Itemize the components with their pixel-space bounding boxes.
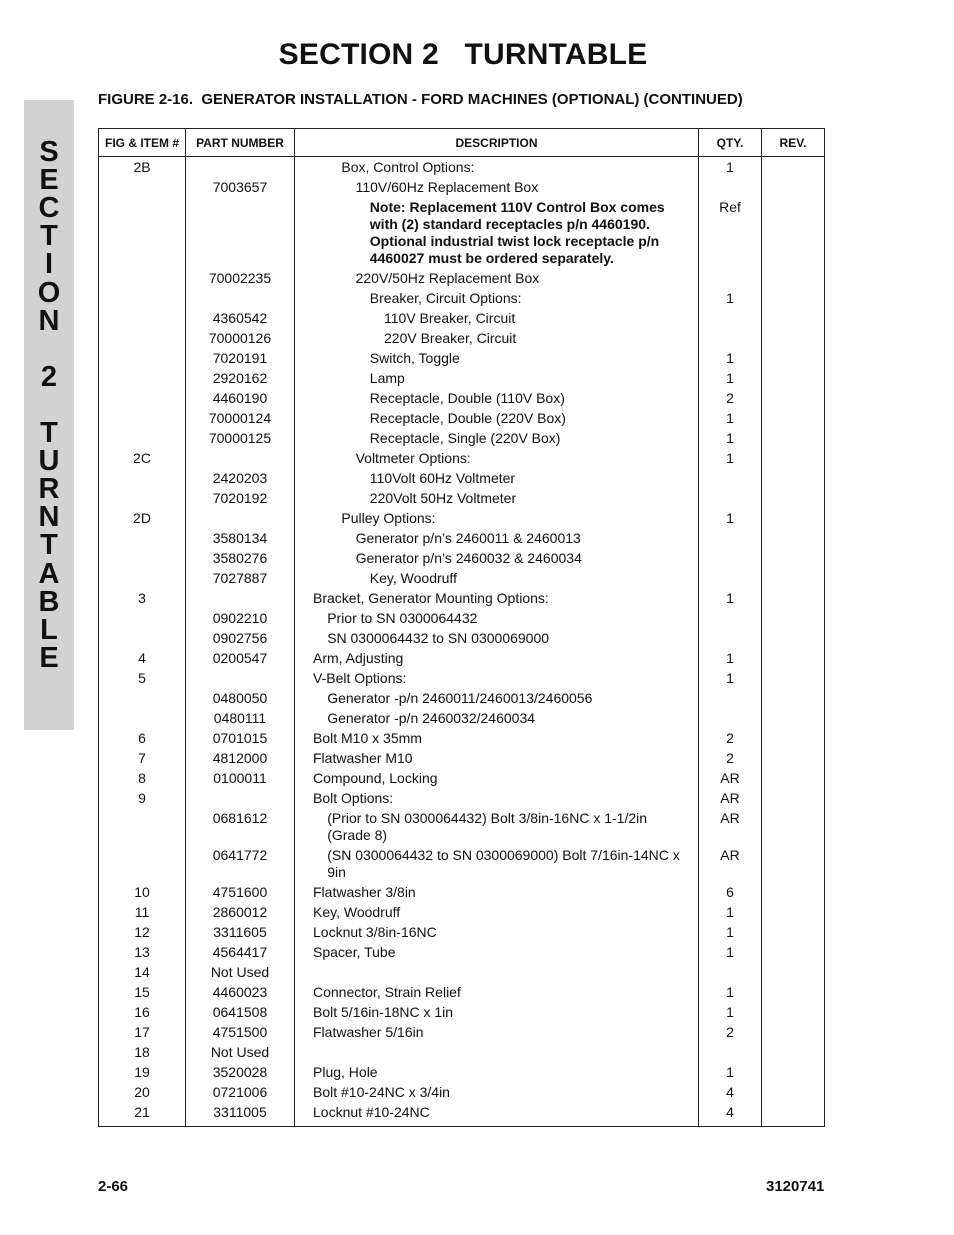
description-cell: Key, Woodruff (295, 569, 699, 589)
part-number-cell: 4751500 (186, 1023, 295, 1043)
part-number-cell (186, 789, 295, 809)
fig-item-cell (99, 369, 186, 389)
qty-cell: 1 (699, 669, 762, 689)
rev-cell (762, 963, 825, 983)
fig-item-cell: 19 (99, 1063, 186, 1083)
description-cell: 110Volt 60Hz Voltmeter (295, 469, 699, 489)
part-number-cell: 0701015 (186, 729, 295, 749)
qty-cell: 2 (699, 389, 762, 409)
table-row (99, 509, 825, 529)
description-cell: 110V/60Hz Replacement Box (295, 178, 699, 198)
qty-cell (699, 569, 762, 589)
side-tab-letter: O (37, 276, 61, 309)
table-row (99, 389, 825, 409)
part-number-cell: 4564417 (186, 943, 295, 963)
fig-item-cell (99, 549, 186, 569)
qty-cell: 1 (699, 449, 762, 469)
rev-cell (762, 529, 825, 549)
fig-item-cell: 9 (99, 789, 186, 809)
rev-cell (762, 489, 825, 509)
table-row (99, 729, 825, 749)
part-number-cell: 2860012 (186, 903, 295, 923)
part-number-cell (186, 509, 295, 529)
part-number-cell: 3580276 (186, 549, 295, 569)
part-number-cell: 70000126 (186, 329, 295, 349)
part-number-cell: 3311605 (186, 923, 295, 943)
part-number-cell: 0721006 (186, 1083, 295, 1103)
fig-item-cell (99, 809, 186, 846)
rev-cell (762, 178, 825, 198)
table-row (99, 369, 825, 389)
fig-item-cell: 13 (99, 943, 186, 963)
table-row (99, 409, 825, 429)
description-cell: (SN 0300064432 to SN 0300069000) Bolt 7/16in-14NC x 9in (295, 846, 699, 883)
rev-cell (762, 1083, 825, 1103)
fig-item-cell (99, 198, 186, 269)
side-tab-letter: E (39, 641, 59, 674)
description-cell: Switch, Toggle (295, 349, 699, 369)
description-cell: Bolt 5/16in-18NC x 1in (295, 1003, 699, 1023)
fig-item-cell: 2B (99, 157, 186, 179)
table-row (99, 923, 825, 943)
part-number-cell: 3311005 (186, 1103, 295, 1127)
qty-cell: 1 (699, 923, 762, 943)
fig-item-cell (99, 846, 186, 883)
rev-cell (762, 469, 825, 489)
rev-cell (762, 983, 825, 1003)
description-cell: Bracket, Generator Mounting Options: (295, 589, 699, 609)
rev-cell (762, 269, 825, 289)
table-row (99, 157, 825, 179)
qty-cell: AR (699, 809, 762, 846)
description-cell: Flatwasher 5/16in (295, 1023, 699, 1043)
description-cell: Locknut #10-24NC (295, 1103, 699, 1127)
description-cell: SN 0300064432 to SN 0300069000 (295, 629, 699, 649)
part-number-cell: 70000124 (186, 409, 295, 429)
description-cell: Voltmeter Options: (295, 449, 699, 469)
side-tab-letter: I (44, 248, 54, 281)
description-cell: Bolt #10-24NC x 3/4in (295, 1083, 699, 1103)
qty-cell: 1 (699, 943, 762, 963)
fig-item-cell: 8 (99, 769, 186, 789)
description-cell: Generator p/n’s 2460032 & 2460034 (295, 549, 699, 569)
fig-item-cell (99, 409, 186, 429)
table-row (99, 329, 825, 349)
fig-item-cell: 6 (99, 729, 186, 749)
rev-cell (762, 923, 825, 943)
qty-cell: 1 (699, 369, 762, 389)
description-cell: Plug, Hole (295, 1063, 699, 1083)
qty-cell: 1 (699, 983, 762, 1003)
qty-cell: 2 (699, 729, 762, 749)
description-cell: Bolt Options: (295, 789, 699, 809)
qty-cell (699, 963, 762, 983)
column-header-fig-item: FIG & ITEM # (99, 129, 186, 157)
side-tab-letter: E (39, 164, 59, 197)
table-row (99, 469, 825, 489)
description-cell: Bolt M10 x 35mm (295, 729, 699, 749)
part-number-cell: 3520028 (186, 1063, 295, 1083)
part-number-cell: 70000125 (186, 429, 295, 449)
fig-item-cell: 18 (99, 1043, 186, 1063)
rev-cell (762, 198, 825, 269)
description-cell: (Prior to SN 0300064432) Bolt 3/8in-16NC x 1-1/2in (Grade 8) (295, 809, 699, 846)
table-header-row (99, 129, 825, 157)
side-tab-letter: B (38, 585, 60, 618)
part-number-cell (186, 289, 295, 309)
fig-item-cell (99, 629, 186, 649)
part-number-cell: 4460023 (186, 983, 295, 1003)
part-number-cell: Not Used (186, 1043, 295, 1063)
rev-cell (762, 157, 825, 179)
description-cell: Flatwasher 3/8in (295, 883, 699, 903)
table-row (99, 589, 825, 609)
fig-item-cell (99, 489, 186, 509)
table-row (99, 1003, 825, 1023)
rev-cell (762, 289, 825, 309)
rev-cell (762, 689, 825, 709)
description-cell: Connector, Strain Relief (295, 983, 699, 1003)
part-number-cell: 7003657 (186, 178, 295, 198)
qty-cell: 4 (699, 1083, 762, 1103)
table-row (99, 569, 825, 589)
table-row (99, 903, 825, 923)
fig-item-cell: 2D (99, 509, 186, 529)
fig-item-cell (99, 689, 186, 709)
description-cell (295, 963, 699, 983)
qty-cell: 2 (699, 749, 762, 769)
fig-item-cell (99, 529, 186, 549)
description-cell: 220V/50Hz Replacement Box (295, 269, 699, 289)
qty-cell: 1 (699, 509, 762, 529)
qty-cell (699, 269, 762, 289)
description-cell: Arm, Adjusting (295, 649, 699, 669)
table-row (99, 178, 825, 198)
part-number-cell: 4812000 (186, 749, 295, 769)
table-row (99, 429, 825, 449)
rev-cell (762, 809, 825, 846)
table-row (99, 609, 825, 629)
qty-cell: 1 (699, 1063, 762, 1083)
fig-item-cell: 5 (99, 669, 186, 689)
rev-cell (762, 883, 825, 903)
rev-cell (762, 309, 825, 329)
rev-cell (762, 629, 825, 649)
rev-cell (762, 389, 825, 409)
table-row (99, 749, 825, 769)
description-cell: V-Belt Options: (295, 669, 699, 689)
table-row (99, 649, 825, 669)
part-number-cell: 2920162 (186, 369, 295, 389)
description-cell: Generator -p/n 2460032/2460034 (295, 709, 699, 729)
description-cell (295, 1043, 699, 1063)
description-cell: 110V Breaker, Circuit (295, 309, 699, 329)
table-row (99, 449, 825, 469)
qty-cell (699, 529, 762, 549)
fig-item-cell (99, 429, 186, 449)
parts-table-body (99, 157, 825, 1127)
qty-cell: 4 (699, 1103, 762, 1127)
rev-cell (762, 943, 825, 963)
side-section-tab (24, 100, 74, 730)
fig-item-cell (99, 349, 186, 369)
rev-cell (762, 669, 825, 689)
rev-cell (762, 1023, 825, 1043)
description-cell: Lamp (295, 369, 699, 389)
fig-item-cell: 14 (99, 963, 186, 983)
table-row (99, 289, 825, 309)
table-row (99, 1043, 825, 1063)
table-row (99, 1083, 825, 1103)
qty-cell: 1 (699, 157, 762, 179)
description-cell: Receptacle, Double (110V Box) (295, 389, 699, 409)
table-row (99, 709, 825, 729)
part-number-cell: 70002235 (186, 269, 295, 289)
fig-item-cell: 12 (99, 923, 186, 943)
description-cell: Generator -p/n 2460011/2460013/2460056 (295, 689, 699, 709)
part-number-cell: 0902210 (186, 609, 295, 629)
rev-cell (762, 409, 825, 429)
fig-item-cell: 7 (99, 749, 186, 769)
fig-item-cell (99, 609, 186, 629)
qty-cell: Ref (699, 198, 762, 269)
description-cell: Key, Woodruff (295, 903, 699, 923)
parts-table (98, 128, 825, 1127)
side-tab-letter: 2 (40, 360, 58, 393)
table-row (99, 769, 825, 789)
fig-item-cell: 11 (99, 903, 186, 923)
fig-item-cell (99, 709, 186, 729)
rev-cell (762, 1003, 825, 1023)
side-tab-letter: R (38, 473, 60, 506)
rev-cell (762, 569, 825, 589)
column-header-qty: QTY. (699, 129, 762, 157)
rev-cell (762, 369, 825, 389)
description-cell: Spacer, Tube (295, 943, 699, 963)
rev-cell (762, 749, 825, 769)
qty-cell: 1 (699, 289, 762, 309)
fig-item-cell (99, 329, 186, 349)
table-row (99, 943, 825, 963)
part-number-cell: 4751600 (186, 883, 295, 903)
description-cell: 220Volt 50Hz Voltmeter (295, 489, 699, 509)
side-tab-letter: N (38, 304, 60, 337)
qty-cell (699, 609, 762, 629)
part-number-cell (186, 157, 295, 179)
rev-cell (762, 903, 825, 923)
qty-cell (699, 178, 762, 198)
fig-item-cell (99, 469, 186, 489)
qty-cell (699, 549, 762, 569)
part-number-cell (186, 449, 295, 469)
qty-cell: 1 (699, 649, 762, 669)
description-cell: 220V Breaker, Circuit (295, 329, 699, 349)
column-header-description: DESCRIPTION (295, 129, 699, 157)
part-number-cell: 0480111 (186, 709, 295, 729)
table-row (99, 198, 825, 269)
rev-cell (762, 429, 825, 449)
rev-cell (762, 846, 825, 883)
table-row (99, 963, 825, 983)
rev-cell (762, 549, 825, 569)
rev-cell (762, 709, 825, 729)
qty-cell (699, 309, 762, 329)
qty-cell: 1 (699, 903, 762, 923)
part-number-cell: 2420203 (186, 469, 295, 489)
description-cell: Receptacle, Double (220V Box) (295, 409, 699, 429)
part-number-cell: 7020192 (186, 489, 295, 509)
part-number-cell: 7020191 (186, 349, 295, 369)
page-number: 2-66 (98, 1178, 129, 1195)
fig-item-cell: 21 (99, 1103, 186, 1127)
description-cell: Locknut 3/8in-16NC (295, 923, 699, 943)
fig-item-cell: 3 (99, 589, 186, 609)
part-number-cell: 0100011 (186, 769, 295, 789)
table-row (99, 789, 825, 809)
side-tab-letter: T (40, 529, 58, 562)
part-number-cell: 0681612 (186, 809, 295, 846)
side-tab-letter: L (40, 613, 58, 646)
part-number-cell: 0641772 (186, 846, 295, 883)
fig-item-cell: 4 (99, 649, 186, 669)
table-row (99, 689, 825, 709)
table-row (99, 309, 825, 329)
qty-cell (699, 329, 762, 349)
fig-item-cell (99, 309, 186, 329)
table-row (99, 269, 825, 289)
table-row (99, 629, 825, 649)
fig-item-cell (99, 269, 186, 289)
part-number-cell: Not Used (186, 963, 295, 983)
part-number-cell: 4360542 (186, 309, 295, 329)
table-row (99, 1063, 825, 1083)
description-cell: Flatwasher M10 (295, 749, 699, 769)
qty-cell: AR (699, 846, 762, 883)
fig-item-cell: 10 (99, 883, 186, 903)
table-row (99, 1023, 825, 1043)
qty-cell: AR (699, 789, 762, 809)
qty-cell (699, 469, 762, 489)
fig-item-cell (99, 178, 186, 198)
section-title: SECTION 2 TURNTABLE (278, 38, 648, 71)
table-row (99, 349, 825, 369)
description-cell: Generator p/n’s 2460011 & 2460013 (295, 529, 699, 549)
rev-cell (762, 329, 825, 349)
part-number-cell (186, 198, 295, 269)
table-row (99, 846, 825, 883)
qty-cell (699, 629, 762, 649)
table-row (99, 1103, 825, 1127)
qty-cell: 1 (699, 1003, 762, 1023)
table-row (99, 549, 825, 569)
column-header-part-number: PART NUMBER (186, 129, 295, 157)
description-cell: Prior to SN 0300064432 (295, 609, 699, 629)
table-row (99, 529, 825, 549)
table-row (99, 883, 825, 903)
fig-item-cell (99, 289, 186, 309)
side-tab-letter: T (40, 220, 58, 253)
part-number-cell: 0200547 (186, 649, 295, 669)
qty-cell: 2 (699, 1023, 762, 1043)
fig-item-cell: 2C (99, 449, 186, 469)
part-number-cell: 3580134 (186, 529, 295, 549)
side-tab-letter: C (38, 192, 60, 225)
qty-cell (699, 689, 762, 709)
rev-cell (762, 349, 825, 369)
description-cell: Breaker, Circuit Options: (295, 289, 699, 309)
figure-title: FIGURE 2-16. GENERATOR INSTALLATION - FORD MACHINES (OPTIONAL) (CONTINUED) (98, 91, 743, 108)
rev-cell (762, 1063, 825, 1083)
part-number-cell (186, 589, 295, 609)
description-cell: Compound, Locking (295, 769, 699, 789)
part-number-cell: 0480050 (186, 689, 295, 709)
rev-cell (762, 729, 825, 749)
side-tab-letter: S (39, 136, 59, 168)
part-number-cell (186, 669, 295, 689)
side-tab-letter: T (40, 417, 58, 449)
rev-cell (762, 589, 825, 609)
rev-cell (762, 449, 825, 469)
rev-cell (762, 649, 825, 669)
rev-cell (762, 769, 825, 789)
rev-cell (762, 609, 825, 629)
description-cell: Receptacle, Single (220V Box) (295, 429, 699, 449)
column-header-rev: REV. (762, 129, 825, 157)
part-number-cell: 0641508 (186, 1003, 295, 1023)
qty-cell (699, 489, 762, 509)
qty-cell: 1 (699, 429, 762, 449)
rev-cell (762, 1103, 825, 1127)
qty-cell: 1 (699, 409, 762, 429)
table-row (99, 983, 825, 1003)
table-row (99, 809, 825, 846)
qty-cell (699, 1043, 762, 1063)
fig-item-cell (99, 389, 186, 409)
rev-cell (762, 509, 825, 529)
rev-cell (762, 789, 825, 809)
part-number-cell: 4460190 (186, 389, 295, 409)
qty-cell: 1 (699, 589, 762, 609)
fig-item-cell: 15 (99, 983, 186, 1003)
description-cell: Note: Replacement 110V Control Box comes with (2) standard receptacles p/n 4460190. Optional industrial twist lock receptacle p/n 4460027 must be ordered separately. (295, 198, 699, 269)
qty-cell (699, 709, 762, 729)
description-cell: Box, Control Options: (295, 157, 699, 179)
table-row (99, 489, 825, 509)
side-tab-letter: A (38, 557, 60, 590)
qty-cell: 6 (699, 883, 762, 903)
rev-cell (762, 1043, 825, 1063)
description-cell: Pulley Options: (295, 509, 699, 529)
part-number-cell: 0902756 (186, 629, 295, 649)
side-tab-letter: U (38, 445, 60, 478)
document-number: 3120741 (766, 1178, 825, 1195)
fig-item-cell: 17 (99, 1023, 186, 1043)
fig-item-cell (99, 569, 186, 589)
part-number-cell: 7027887 (186, 569, 295, 589)
table-row (99, 669, 825, 689)
side-tab-letter: N (38, 501, 60, 534)
fig-item-cell: 20 (99, 1083, 186, 1103)
fig-item-cell: 16 (99, 1003, 186, 1023)
qty-cell: 1 (699, 349, 762, 369)
qty-cell: AR (699, 769, 762, 789)
